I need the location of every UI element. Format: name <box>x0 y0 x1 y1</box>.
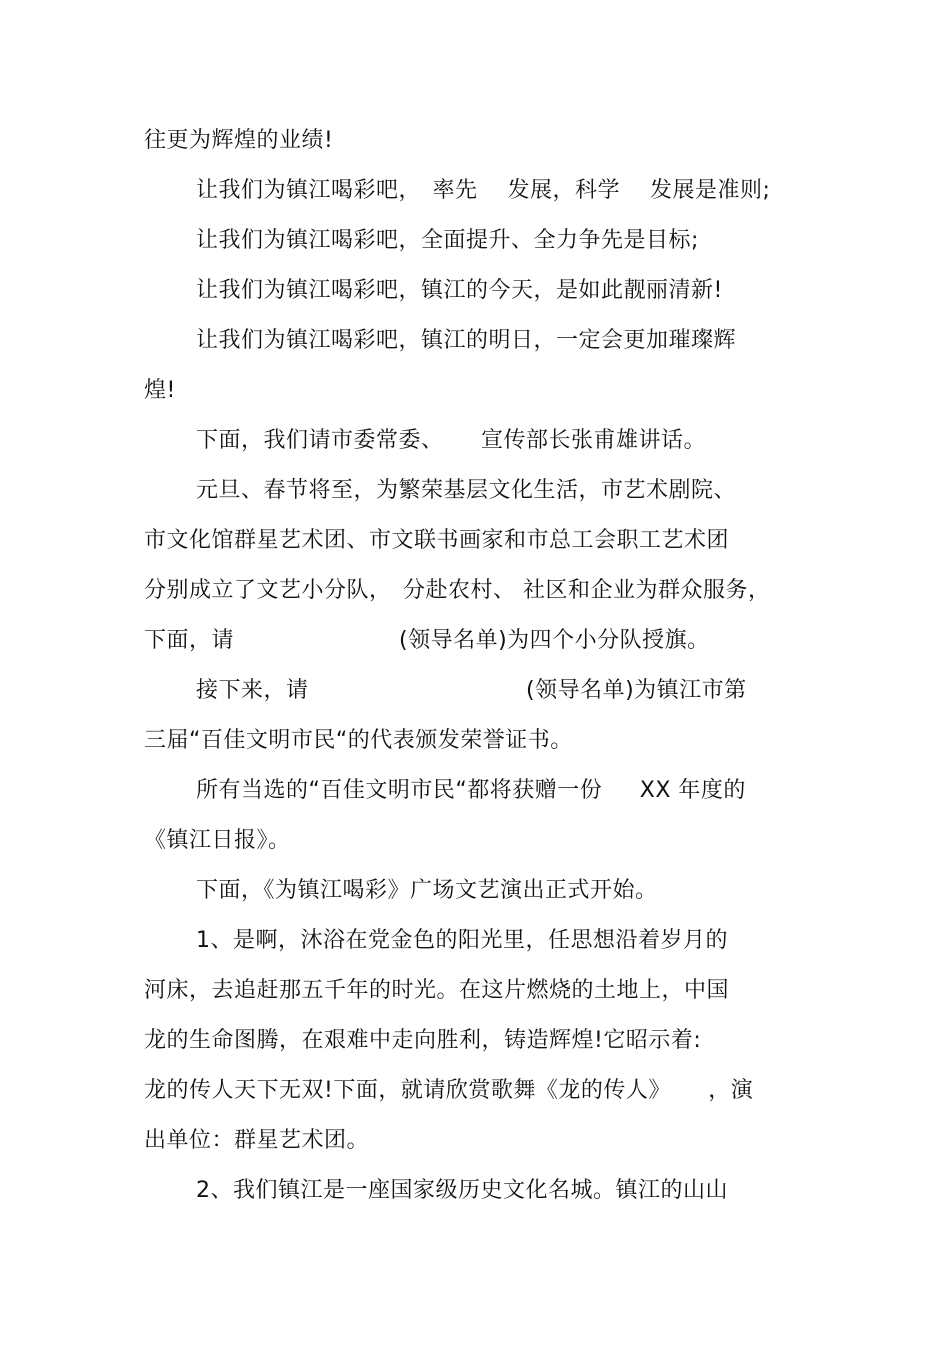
text-line: 《镇江日报》。 <box>144 828 291 853</box>
text-line: 让我们为镇江喝彩吧，镇江的明日，一定会更加璀璨辉 <box>196 328 737 353</box>
text-line: 2、我们镇江是一座国家级历史文化名城。镇江的山山 <box>196 1178 728 1203</box>
text-line: 出单位：群星艺术团。 <box>144 1128 370 1153</box>
text-line: 下面，请 (领导名单)为四个小分队授旗。 <box>144 628 710 653</box>
text-line: 下面，《为镇江喝彩》广场文艺演出正式开始。 <box>196 878 658 903</box>
text-line: 让我们为镇江喝彩吧，全面提升、全力争先是目标; <box>196 228 699 253</box>
text-line: 三届“百佳文明市民“的代表颁发荣誉证书。 <box>144 728 573 753</box>
text-line: 让我们为镇江喝彩吧，镇江的今天，是如此靓丽清新! <box>196 278 723 303</box>
text-line: 下面，我们请市委常委、 宣传部长张甫雄讲话。 <box>196 428 706 453</box>
text-line: 龙的传人天下无双!下面，就请欣赏歌舞《龙的传人》 ，演 <box>144 1078 754 1103</box>
text-line: 龙的生命图腾，在艰难中走向胜利，铸造辉煌!它昭示着: <box>144 1028 702 1053</box>
text-line: 接下来，请 (领导名单)为镇江市第 <box>196 678 747 703</box>
text-line: 1、是啊，沐浴在党金色的阳光里，任思想沿着岁月的 <box>196 928 728 953</box>
text-line: 河床，去追赶那五千年的时光。在这片燃烧的土地上，中国 <box>144 978 730 1003</box>
text-line: 往更为辉煌的业绩! <box>144 128 334 153</box>
text-line: 让我们为镇江喝彩吧， 率先 发展，科学 发展是准则; <box>196 178 771 203</box>
text-line: 所有当选的“百佳文明市民“都将获赠一份 XX 年度的 <box>196 778 746 803</box>
text-line: 分别成立了文艺小分队， 分赴农村、 社区和企业为群众服务， <box>144 578 771 603</box>
text-line: 煌! <box>144 378 176 403</box>
text-line: 元旦、春节将至，为繁荣基层文化生活，市艺术剧院、 <box>196 478 737 503</box>
text-line: 市文化馆群星艺术团、市文联书画家和市总工会职工艺术团 <box>144 528 730 553</box>
